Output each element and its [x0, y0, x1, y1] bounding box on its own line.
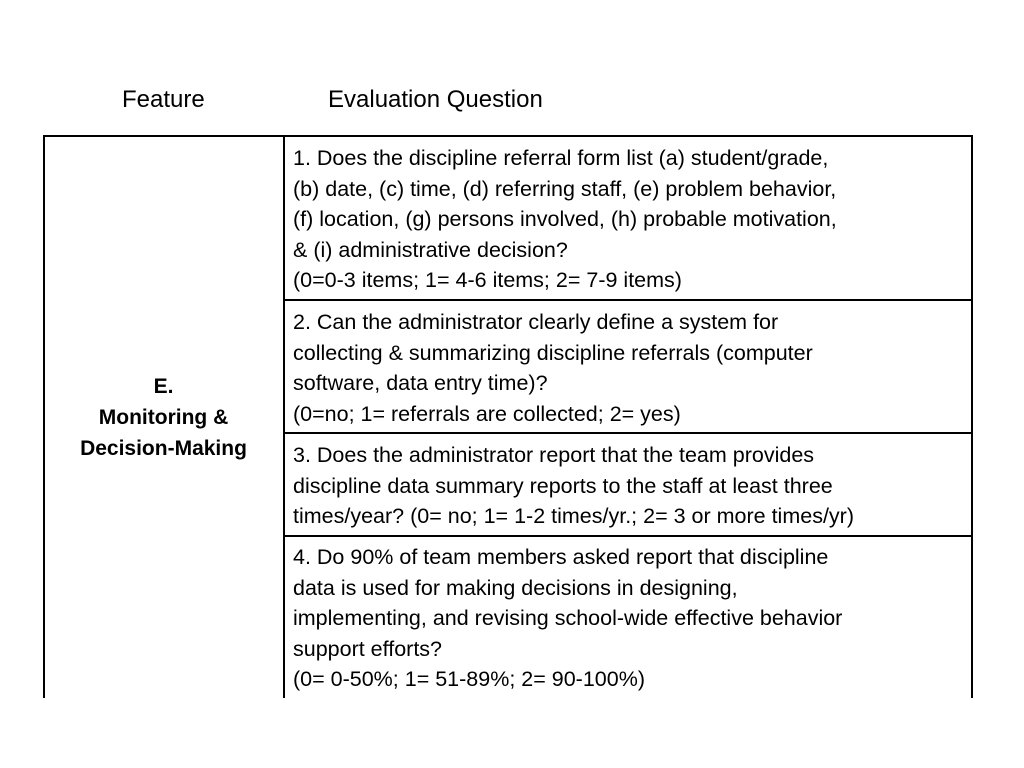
question-1: [293, 143, 837, 296]
question-line: 1. Does the discipline referral form list (a) student/grade,: [293, 146, 829, 170]
row-divider-2: [283, 432, 973, 434]
question-line: discipline data summary reports to the staff at least three: [293, 473, 833, 498]
question-line: 3. Does the administrator report that the team provides: [293, 443, 815, 467]
question-scoring: (0=no; 1= referrals are collected; 2= yes): [293, 401, 681, 426]
question-line: collecting & summarizing discipline referrals (computer: [293, 340, 813, 365]
question-line: (b) date, (c) time, (d) referring staff, (e) problem behavior,: [293, 176, 837, 201]
header-evaluation-question: Evaluation Question: [328, 86, 543, 113]
question-line: times/year? (0= no; 1= 1-2 times/yr.; 2= 3 or more times/yr): [293, 504, 854, 528]
question-line: software, data entry time)?: [293, 371, 548, 395]
feature-title-line1: Monitoring &: [98, 405, 229, 429]
question-scoring: (0= 0-50%; 1= 51-89%; 2= 90-100%): [293, 667, 645, 691]
question-4: [293, 542, 842, 695]
row-divider-1: [283, 299, 973, 301]
question-line: implementing, and revising school-wide effective behavior: [293, 606, 843, 630]
row-divider-3: [283, 535, 973, 537]
question-line: & (i) administrative decision?: [293, 237, 568, 262]
question-2: [293, 307, 813, 429]
question-scoring: (0=0-3 items; 1= 4-6 items; 2= 7-9 items): [293, 268, 682, 292]
question-line: 4. Do 90% of team members asked report that discipline: [293, 545, 829, 569]
feature-title-line2: Decision-Making: [80, 436, 247, 460]
feature-text: [80, 371, 247, 464]
header-feature: Feature: [122, 86, 205, 113]
question-line: data is used for making decisions in designing,: [293, 575, 738, 600]
table-right-border: [971, 135, 973, 698]
column-divider: [283, 135, 285, 698]
question-line: 2. Can the administrator clearly define a system for: [293, 310, 779, 334]
question-line: support efforts?: [293, 636, 442, 661]
feature-code: E.: [153, 374, 174, 398]
feature-cell: [44, 136, 283, 698]
question-3: [293, 440, 854, 532]
question-line: (f) location, (g) persons involved, (h) probable motivation,: [293, 207, 837, 231]
